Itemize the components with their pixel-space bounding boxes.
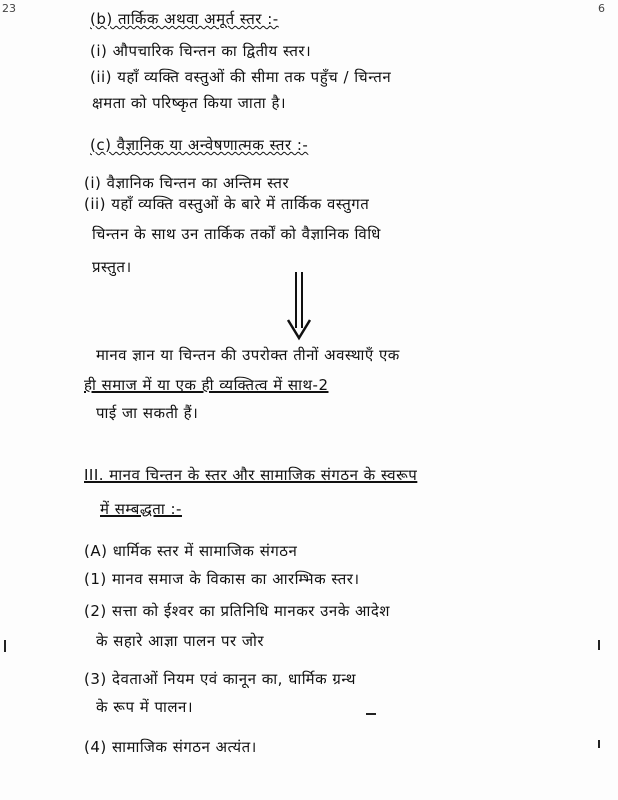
item-1: (1) मानव समाज के विकास का आरम्भिक स्तर।	[84, 570, 360, 588]
down-arrow-icon	[280, 270, 320, 342]
section-iii-heading-line-1: III. मानव चिन्तन के स्तर और सामाजिक संगठन के स्वरूप	[84, 466, 418, 484]
section-b-point-2b: क्षमता को परिष्कृत किया जाता है।	[92, 94, 287, 112]
section-c-point-2a: (ii) यहाँ व्यक्ति वस्तुओं के बारे में तार्किक वस्तुगत	[84, 195, 370, 213]
item-2b: के सहारे आज्ञा पालन पर जोर	[96, 632, 265, 650]
section-b-heading: (b) तार्किक अथवा अमूर्त स्तर :-	[90, 10, 279, 28]
summary-line-2: ही समाज में या एक ही व्यक्तित्व में साथ-2	[84, 376, 329, 394]
margin-tick	[598, 640, 600, 650]
section-c-point-1: (i) वैज्ञानिक चिन्तन का अन्तिम स्तर	[84, 174, 290, 192]
margin-tick	[4, 640, 6, 652]
section-c-point-2c: प्रस्तुत।	[92, 258, 132, 276]
section-iii-heading-line-2: में सम्बद्धता :-	[100, 500, 182, 518]
section-b-point-1: (i) औपचारिक चिन्तन का द्वितीय स्तर।	[90, 42, 312, 60]
section-c-point-2b: चिन्तन के साथ उन तार्किक तर्कों को वैज्ञानिक विधि	[92, 225, 381, 243]
corner-mark-left: 23	[2, 2, 16, 15]
corner-mark-right: 6	[598, 2, 605, 15]
section-b-point-2a: (ii) यहाँ व्यक्ति वस्तुओं की सीमा तक पहुँच / चिन्तन	[90, 68, 392, 86]
item-2a: (2) सत्ता को ईश्वर का प्रतिनिधि मानकर उनके आदेश	[84, 602, 390, 620]
margin-tick	[598, 740, 600, 748]
summary-line-1: मानव ज्ञान या चिन्तन की उपरोक्त तीनों अवस्थाएँ एक	[96, 346, 400, 364]
section-c-heading: (c) वैज्ञानिक या अन्वेषणात्मक स्तर :-	[90, 136, 309, 154]
item-a: (A) धार्मिक स्तर में सामाजिक संगठन	[84, 542, 298, 560]
item-3a: (3) देवताओं नियम एवं कानून का, धार्मिक ग्रन्थ	[84, 670, 356, 688]
summary-line-3: पाई जा सकती हैं।	[96, 404, 199, 422]
item-3b: के रूप में पालन।	[96, 698, 194, 716]
item-4: (4) सामाजिक संगठन अत्यंत।	[84, 738, 257, 756]
stray-mark	[366, 713, 376, 715]
